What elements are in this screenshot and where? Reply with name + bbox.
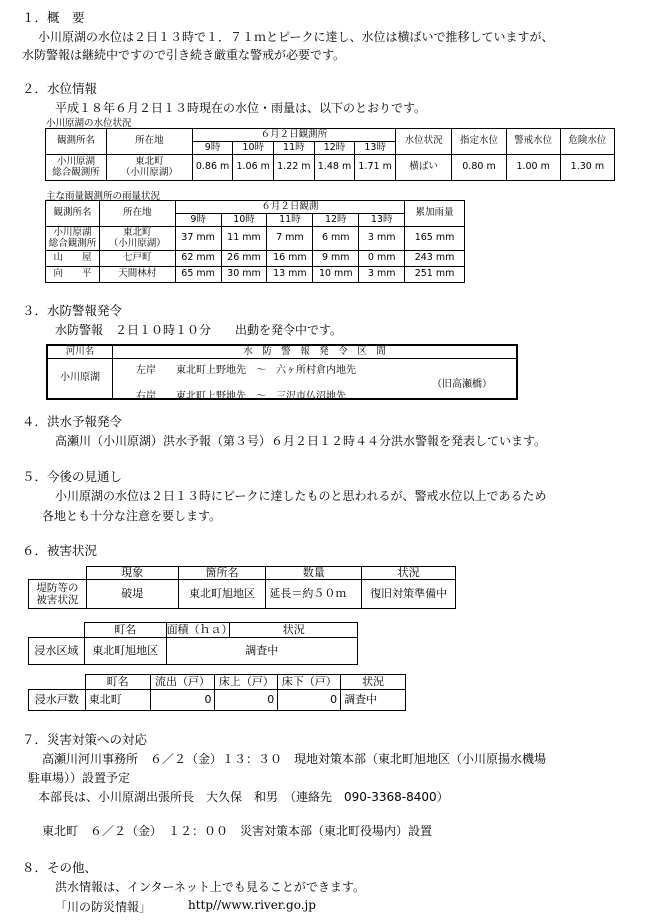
rain-header-obs: ６月２日観測 xyxy=(175,201,404,214)
wl-value: 1.48 m xyxy=(314,155,355,181)
damage-cell: 復旧対策準備中 xyxy=(362,580,456,609)
warning-note: （旧高瀬橋） xyxy=(432,379,492,390)
other-line-1: 洪水情報は、インターネット上でも見ることができます。 xyxy=(55,880,365,894)
river-info-label: 「川の防災情報」 xyxy=(55,900,152,914)
area-town: 東北町旭地区 xyxy=(84,638,166,665)
rain-row: 山 屋 七戸町 62 mm 26 mm 16 mm 9 mm 0 mm 243 mm xyxy=(46,251,465,267)
wl-header-obs: ６月２日観測所 xyxy=(192,129,395,142)
section-2-heading: ２．水位情報 xyxy=(22,81,98,96)
wl-location-cell: 東北町 （小川原湖） xyxy=(106,155,192,181)
section-3-heading: ３．水防警報発令 xyxy=(22,303,123,318)
rain-header-location: 所在地 xyxy=(99,201,175,227)
wl-hour: 9時 xyxy=(192,142,233,155)
warning-river-name: 小川原湖 xyxy=(48,359,113,398)
damage-table xyxy=(28,566,456,609)
section-7-heading: ７．災害対策への対応 xyxy=(22,732,148,747)
rain-hour: 9時 xyxy=(175,214,221,227)
wl-header-station: 観測所名 xyxy=(46,129,107,155)
wl-hour: 10時 xyxy=(233,142,274,155)
water-level-caption: 小川原湖の水位状況 xyxy=(46,118,132,129)
wl-header-danger: 危険水位 xyxy=(560,129,614,155)
wl-value: 1.22 m xyxy=(274,155,315,181)
houses-cell: 調査中 xyxy=(341,690,406,711)
houses-header: 床上（戸） xyxy=(215,675,278,690)
summary-line-1: 小川原湖の水位は２日１３時で１．７１ｍとピークに達し、水位は横ばいで推移していますが、 xyxy=(38,30,554,44)
houses-header: 床下（戸） xyxy=(278,675,341,690)
area-row-label: 浸水区域 xyxy=(29,638,85,665)
section-4-heading: ４．洪水予報発令 xyxy=(22,414,123,429)
houses-cell: 0 xyxy=(150,690,215,711)
wl-header-designated: 指定水位 xyxy=(452,129,506,155)
response-line-4: 東北町 ６／２（金） １２：００ 災害対策本部（東北町役場内）設置 xyxy=(42,824,433,838)
wl-header-status: 水位状況 xyxy=(395,129,451,155)
section-8-heading: ８．その他、 xyxy=(22,860,98,875)
wl-status: 横ばい xyxy=(395,155,451,181)
river-info-url[interactable]: http//www.river.go.jp xyxy=(188,898,316,912)
rain-header-total: 累加雨量 xyxy=(405,201,465,227)
damage-cell: 破堤 xyxy=(86,580,178,609)
wl-warning: 1.00 m xyxy=(506,155,560,181)
rainfall-caption: 主な雨量観測所の雨量状況 xyxy=(46,191,161,202)
rain-hour: 13時 xyxy=(359,214,405,227)
flood-warning-line: 水防警報 ２日１０時１０分 出動を発令中です。 xyxy=(55,323,343,337)
outlook-line-1: 小川原湖の水位は２日１３時にピークに達したものと思われるが、警戒水位以上であるため xyxy=(55,489,547,503)
wl-hour: 13時 xyxy=(355,142,396,155)
damage-row-label: 堤防等の 被害状況 xyxy=(29,580,87,609)
wl-hour: 12時 xyxy=(314,142,355,155)
flooded-area-table xyxy=(28,622,358,665)
section-6-heading: ６．被害状況 xyxy=(22,543,98,558)
wl-header-warning: 警戒水位 xyxy=(506,129,560,155)
damage-header: 箇所名 xyxy=(178,567,266,580)
section-1-heading: １．概 要 xyxy=(22,10,85,25)
wl-station-cell: 小川原湖 総合観測所 xyxy=(46,155,107,181)
damage-header: 現象 xyxy=(86,567,178,580)
warning-header-river: 河川名 xyxy=(48,346,113,359)
area-header: 状況 xyxy=(230,623,358,638)
wl-header-location: 所在地 xyxy=(106,129,192,155)
wl-hour: 11時 xyxy=(274,142,315,155)
summary-line-2: 水防警報は継続中ですので引き続き厳重な警戒が必要です。 xyxy=(22,48,346,62)
wl-danger: 1.30 m xyxy=(560,155,614,181)
section-5-heading: ５．今後の見通し xyxy=(22,469,123,484)
rain-hour: 10時 xyxy=(221,214,267,227)
response-line-2: 駐車場））設置予定 xyxy=(28,771,131,785)
rain-hour: 12時 xyxy=(313,214,359,227)
houses-cell: 東北町 xyxy=(85,690,150,711)
warning-header-section: 水 防 警 報 発 令 区 間 xyxy=(113,346,516,359)
houses-header: 流出（戸） xyxy=(150,675,215,690)
water-info-intro: 平成１８年６月２日１３時現在の水位・雨量は、以下のとおりです。 xyxy=(55,101,427,115)
wl-value: 0.86 m xyxy=(192,155,233,181)
flooded-houses-table xyxy=(28,674,406,711)
damage-header: 数量 xyxy=(266,567,362,580)
rain-row: 向 平 天間林村 65 mm 30 mm 13 mm 10 mm 3 mm 251 mm xyxy=(46,267,465,283)
wl-value: 1.06 m xyxy=(233,155,274,181)
warning-right-bank: 右岸 東北町上野地先 ～ 三沢市仏沼地先 xyxy=(136,391,346,402)
houses-cell: 0 xyxy=(278,690,341,711)
damage-cell: 東北町旭地区 xyxy=(178,580,266,609)
warning-section-table xyxy=(46,344,518,400)
response-line-3: 本部長は、小川原湖出張所長 大久保 和男 （連絡先 090-3368-8400） xyxy=(38,790,449,804)
forecast-line: 高瀬川（小川原湖）洪水予報（第３号）６月２日１２時４４分洪水警報を発表しています。 xyxy=(55,434,547,448)
houses-row-label: 浸水戸数 xyxy=(29,690,86,711)
houses-header: 状況 xyxy=(341,675,406,690)
wl-value: 1.71 m xyxy=(355,155,396,181)
outlook-line-2: 各地とも十分な注意を要します。 xyxy=(42,509,222,523)
area-header: 面積（ｈａ） xyxy=(166,622,233,636)
response-line-1: 高瀬川河川事務所 ６／２（金）１３：３０ 現地対策本部（東北町旭地区（小川原揚水機場 xyxy=(42,752,547,766)
area-status: 調査中 xyxy=(166,638,357,665)
houses-cell: 0 xyxy=(215,690,278,711)
area-header: 町名 xyxy=(84,623,166,638)
wl-designated: 0.80 m xyxy=(452,155,506,181)
rain-header-station: 観測所名 xyxy=(46,201,100,227)
rainfall-table xyxy=(45,200,465,283)
warning-left-bank: 左岸 東北町上野地先 ～ 六ヶ所村倉内地先 xyxy=(136,365,356,376)
damage-header: 状況 xyxy=(362,567,456,580)
damage-cell: 延長＝約５０ｍ xyxy=(266,580,362,609)
rain-row: 小川原湖 総合観測所 東北町 （小川原湖） 37 mm 11 mm 7 mm 6 mm 3 mm 165 mm xyxy=(46,227,465,251)
water-level-table xyxy=(45,128,615,181)
rain-hour: 11時 xyxy=(267,214,313,227)
houses-header: 町名 xyxy=(85,675,150,690)
